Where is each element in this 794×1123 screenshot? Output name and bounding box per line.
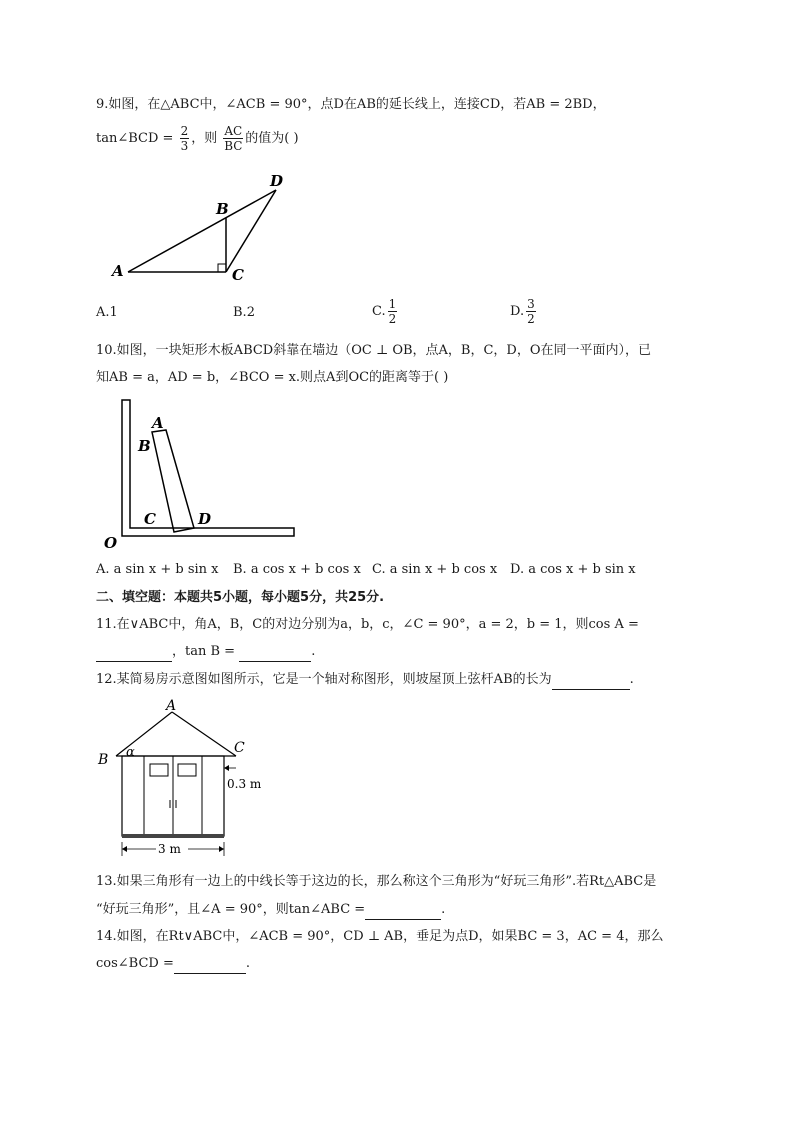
- right-angle-mark: [218, 264, 226, 272]
- q10-line1: 10.如图，一块矩形木板ABCD斜靠在墙边（OC ⊥ OB，点A，B，C，D，O在同一平面内），已: [96, 343, 652, 358]
- roof-right: [172, 712, 236, 756]
- floor-slab: [122, 834, 224, 838]
- q13-answer-blank[interactable]: [365, 901, 441, 920]
- q12-house-figure: [94, 696, 274, 860]
- q13-line1: 13.如果三角形有一边上的中线长等于这边的长，那么称这个三角形为“好玩三角形”.若Rt△ABC是: [96, 874, 657, 889]
- window-right: [178, 764, 196, 776]
- label-o: O: [104, 534, 118, 552]
- q9-tan-label: tan∠BCD =: [96, 131, 174, 146]
- label-overhang: 0.3 m: [227, 777, 262, 791]
- rect-board-abcd: [152, 430, 194, 532]
- segment-cd: [226, 190, 276, 272]
- q10-line2: 知AB = a，AD = b，∠BCO = x.则点A到OC的距离等于( ): [96, 370, 449, 385]
- q10-option-c[interactable]: C. a sin x + b cos x: [372, 562, 498, 577]
- q12-answer-blank[interactable]: [552, 671, 630, 690]
- label-b: B: [98, 752, 109, 768]
- label-b: B: [216, 200, 229, 218]
- label-a: A: [166, 698, 177, 714]
- q9-line1: 9.如图，在△ABC中，∠ACB = 90°，点D在AB的延长线上，连接CD，若AB = 2BD，: [96, 97, 606, 112]
- label-a: A: [152, 414, 164, 432]
- label-d: D: [270, 172, 284, 190]
- q10-option-d[interactable]: D. a cos x + b sin x: [510, 562, 636, 577]
- dim-arrow-left: [122, 846, 127, 852]
- q13-line2: “好玩三角形”，且∠A = 90°，则tan∠ABC = .: [96, 901, 445, 920]
- section-2-title: 二、填空题：本题共5小题，每小题5分，共25分.: [96, 590, 385, 605]
- q9-option-b[interactable]: B.2: [233, 305, 255, 320]
- q9-option-d[interactable]: D. $\frac{3}{2}$: [510, 297, 535, 326]
- q11-answer-blank-1[interactable]: [96, 643, 172, 662]
- q9-triangle-figure: [108, 168, 298, 286]
- q10-option-a[interactable]: A. a sin x + b sin x: [96, 562, 219, 577]
- q11-line2: ，tan B = .: [96, 643, 315, 662]
- q14-line1: 14.如图，在Rt∨ABC中，∠ACB = 90°，CD ⊥ AB，垂足为点D，如果BC = 3，AC = 4，那么: [96, 929, 664, 944]
- q14-line2: cos∠BCD = .: [96, 955, 250, 974]
- label-c: C: [232, 266, 244, 284]
- window-left: [150, 764, 168, 776]
- label-d: D: [198, 510, 212, 528]
- q9-ratio-fraction: $\frac{AC}{BC}$: [224, 124, 243, 153]
- label-c: C: [234, 740, 245, 756]
- roof-left: [116, 712, 172, 756]
- q9-tan-fraction: $\frac{2}{3}$: [180, 124, 189, 153]
- q9-option-c[interactable]: C. $\frac{1}{2}$: [372, 297, 397, 326]
- q12-line1: 12.某简易房示意图如图所示，它是一个轴对称图形，则坡屋顶上弦杆AB的长为 .: [96, 671, 634, 690]
- q14-answer-blank[interactable]: [174, 955, 246, 974]
- label-a: A: [112, 262, 124, 280]
- label-b: B: [138, 437, 151, 455]
- q10-board-figure: [100, 396, 300, 554]
- q9-line2: tan∠BCD = $\frac{2}{3}$ ，则 $\frac{AC}{BC}$ 的值为( ): [96, 124, 299, 153]
- q10-option-b[interactable]: B. a cos x + b cos x: [233, 562, 361, 577]
- q9-option-a[interactable]: A.1: [96, 305, 118, 320]
- segment-ad: [128, 190, 276, 272]
- q11-line1: 11.在∨ABC中，角A，B，C的对边分别为a，b，c，∠C = 90°，a = 2，b = 1，则cos A =: [96, 617, 639, 632]
- label-alpha: α: [126, 745, 135, 760]
- label-c: C: [144, 510, 156, 528]
- label-width: 3 m: [158, 842, 181, 856]
- q11-answer-blank-2[interactable]: [239, 643, 311, 662]
- overhang-arrowhead: [224, 765, 229, 771]
- dim-arrow-right: [219, 846, 224, 852]
